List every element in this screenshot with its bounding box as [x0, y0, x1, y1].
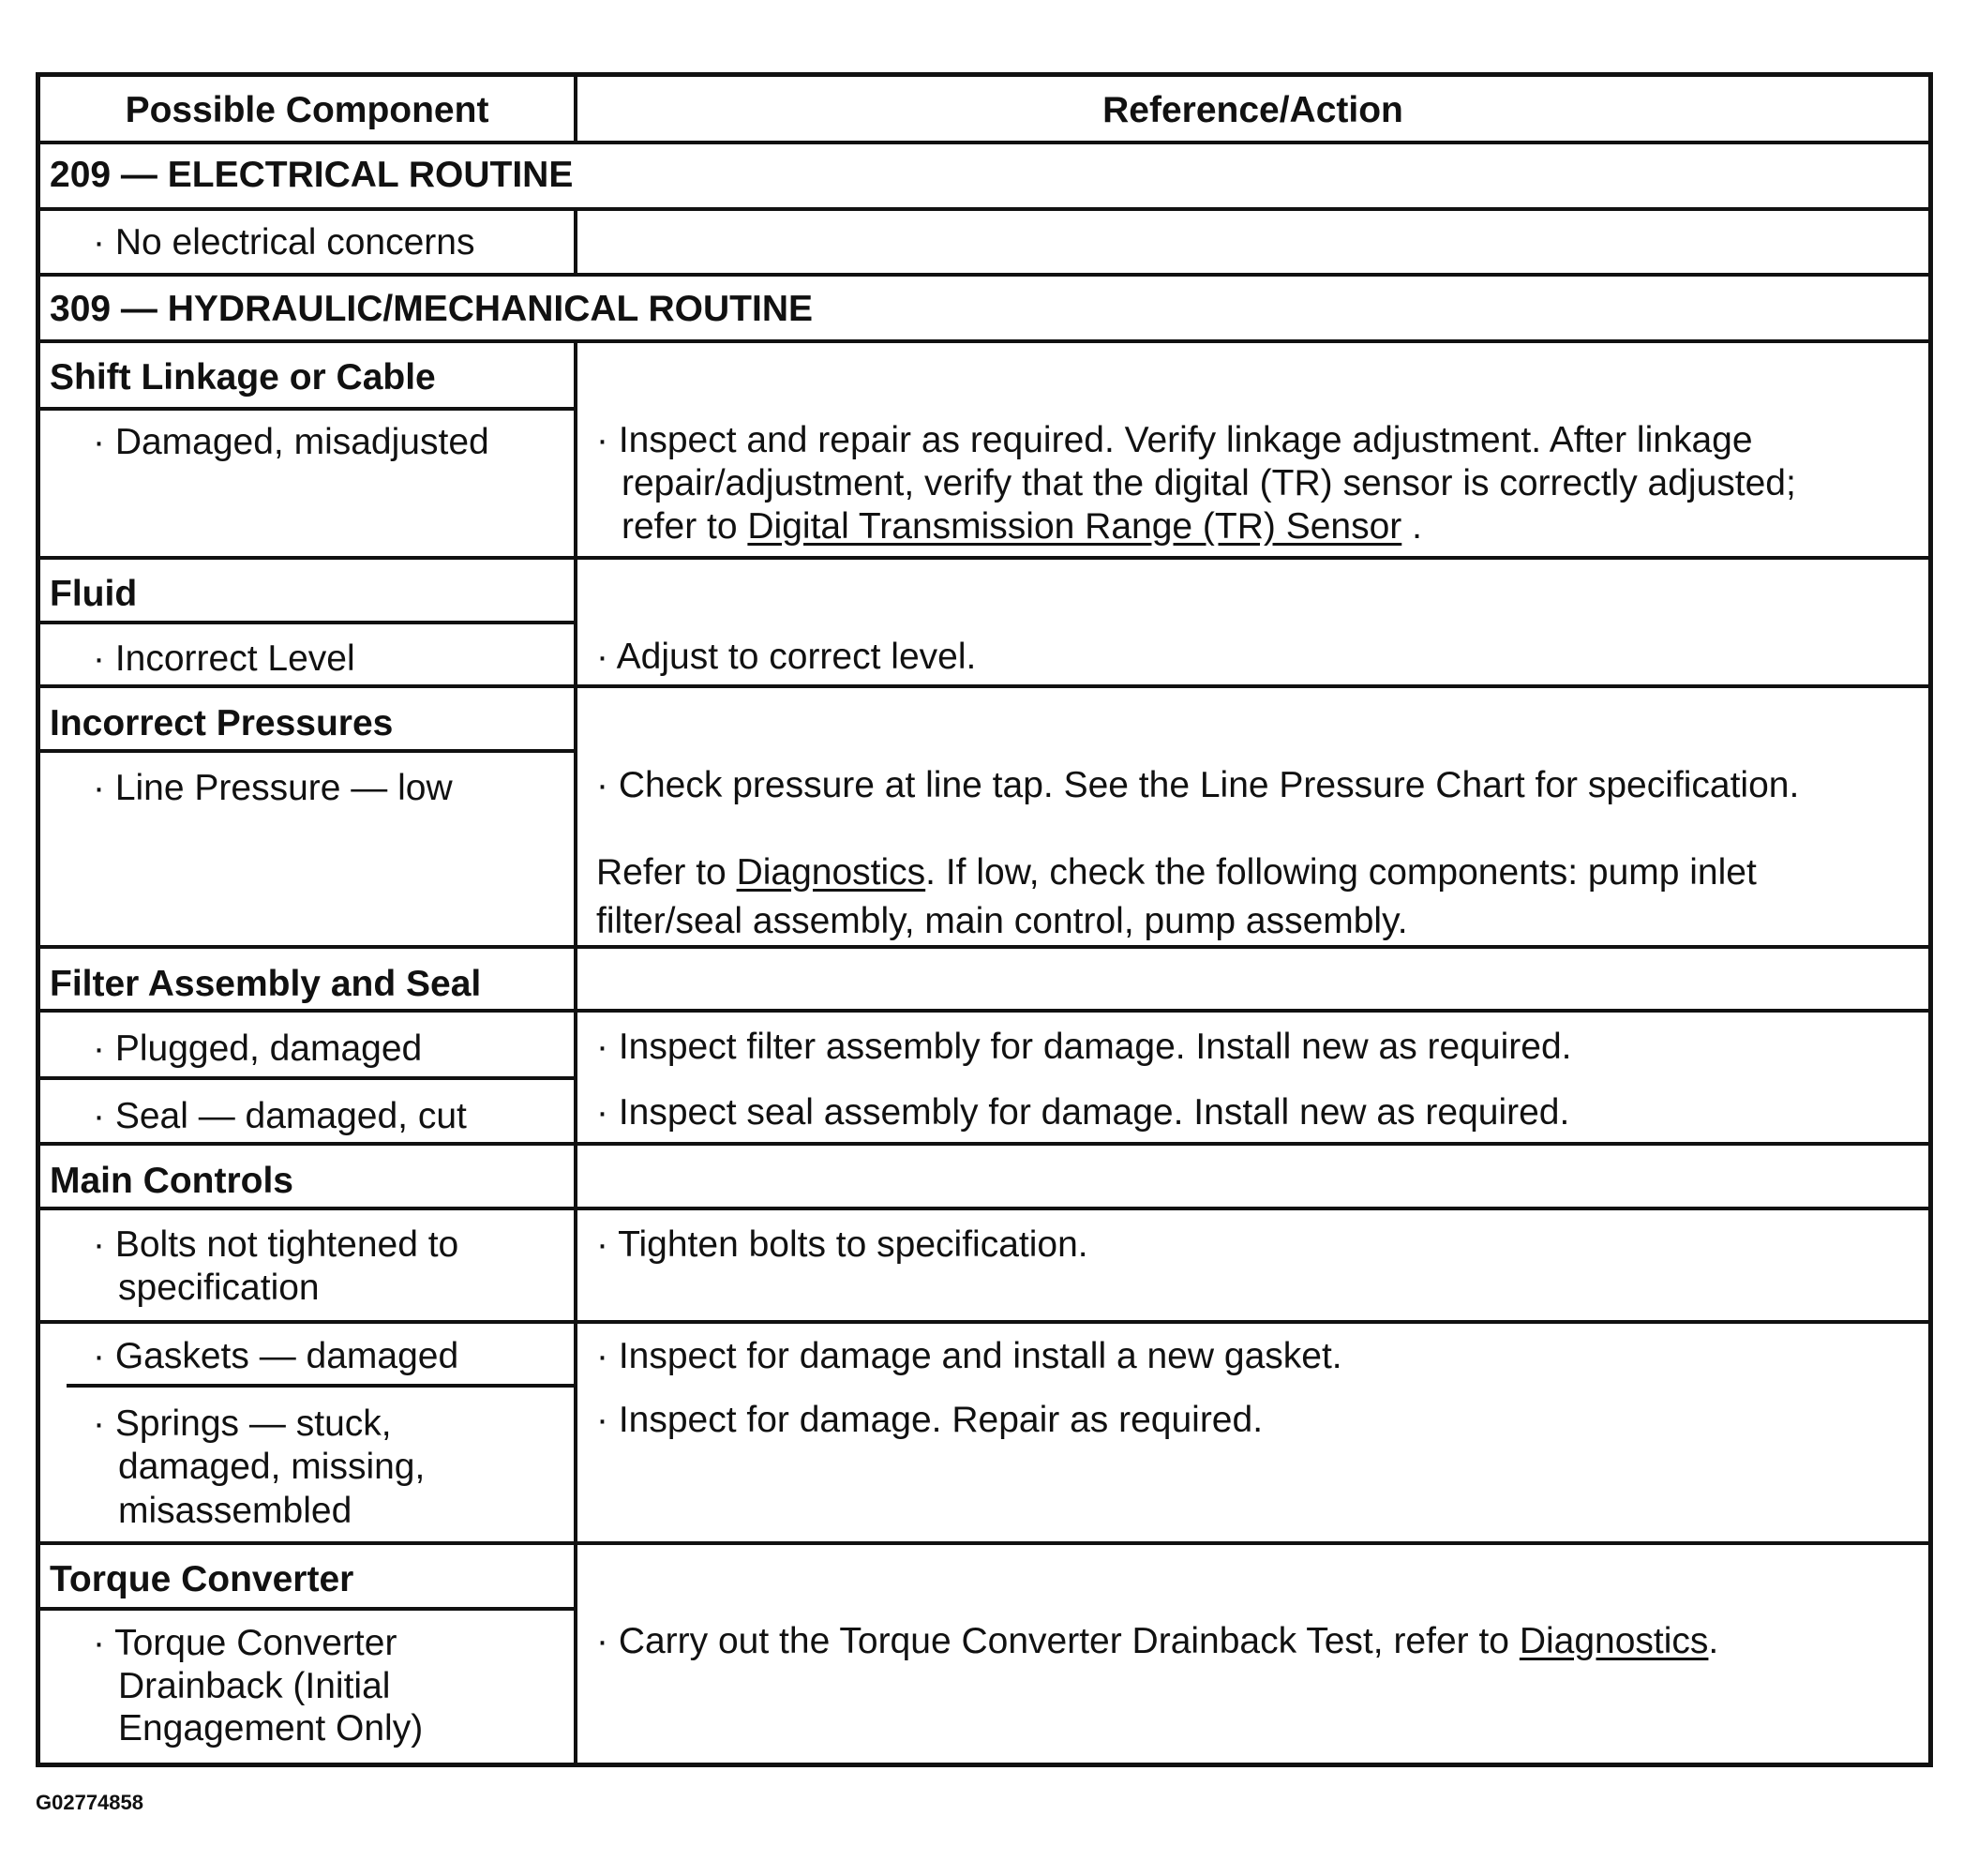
item-bolts-line2: specification: [118, 1268, 320, 1308]
action-shift-line1: · Inspect and repair as required. Verify linkage adjustment. After linkage: [596, 420, 1753, 460]
link-digital-tr-sensor[interactable]: Digital Transmission Range (TR) Sensor: [747, 506, 1402, 547]
row-divider: [40, 141, 1928, 144]
group-incorrect-pressures: Incorrect Pressures: [50, 703, 394, 743]
group-shift-linkage: Shift Linkage or Cable: [50, 357, 436, 398]
action-inspect-seal: · Inspect seal assembly for damage. Install new as required.: [596, 1092, 1570, 1133]
row-divider: [40, 621, 576, 624]
row-divider: [40, 1320, 1928, 1324]
action-adjust-level: · Adjust to correct level.: [596, 637, 977, 677]
row-divider: [67, 1384, 576, 1388]
action-shift-line2: repair/adjustment, verify that the digital (TR) sensor is correctly adjusted;: [622, 463, 1796, 503]
row-divider: [40, 339, 1928, 343]
figure-id: G02774858: [36, 1791, 143, 1814]
group-fluid: Fluid: [50, 574, 138, 614]
item-no-electrical: · No electrical concerns: [93, 222, 475, 263]
action-drainback-test: · Carry out the Torque Converter Drainback Test, refer to Diagnostics.: [596, 1621, 1719, 1661]
header-possible-component: Possible Component: [125, 90, 489, 130]
row-divider: [40, 556, 1928, 560]
section-309-hydraulic: 309 — HYDRAULIC/MECHANICAL ROUTINE: [50, 289, 814, 329]
action-tighten-bolts: · Tighten bolts to specification.: [596, 1224, 1088, 1265]
item-springs-line3: misassembled: [118, 1491, 352, 1531]
item-gaskets-damaged: · Gaskets — damaged: [93, 1336, 459, 1376]
row-divider: [40, 749, 576, 753]
action-shift-line3: refer to Digital Transmission Range (TR) Sensor .: [622, 506, 1422, 547]
link-diagnostics[interactable]: Diagnostics: [736, 852, 926, 893]
item-seal-damaged: · Seal — damaged, cut: [93, 1096, 467, 1136]
header-reference-action: Reference/Action: [1102, 90, 1403, 130]
action-inspect-springs: · Inspect for damage. Repair as required.: [596, 1400, 1264, 1440]
row-divider: [40, 1076, 576, 1080]
column-divider: [574, 210, 577, 276]
row-divider: [40, 684, 1928, 688]
item-springs-line2: damaged, missing,: [118, 1447, 426, 1487]
section-209-electrical: 209 — ELECTRICAL ROUTINE: [50, 155, 574, 195]
group-main-controls: Main Controls: [50, 1161, 293, 1201]
action-check-pressure: · Check pressure at line tap. See the Line Pressure Chart for specification.: [596, 765, 1800, 805]
diagnostic-table: [36, 72, 1933, 1767]
group-filter-assembly: Filter Assembly and Seal: [50, 964, 482, 1004]
item-bolts-line1: · Bolts not tightened to: [93, 1224, 459, 1265]
item-plugged-damaged: · Plugged, damaged: [93, 1028, 423, 1069]
item-torque-line3: Engagement Only): [118, 1708, 424, 1748]
row-divider: [40, 207, 1928, 211]
row-divider: [40, 1607, 576, 1611]
item-springs-line1: · Springs — stuck,: [93, 1403, 392, 1444]
item-line-pressure-low: · Line Pressure — low: [93, 768, 453, 808]
action-inspect-gasket: · Inspect for damage and install a new gasket.: [596, 1336, 1342, 1376]
link-diagnostics-torque[interactable]: Diagnostics: [1519, 1621, 1709, 1661]
action-refer-diagnostics: Refer to Diagnostics. If low, check the following components: pump inlet: [596, 852, 1757, 893]
group-torque-converter: Torque Converter: [50, 1559, 354, 1599]
row-divider: [40, 1207, 1928, 1210]
item-damaged-misadjusted: · Damaged, misadjusted: [93, 422, 489, 462]
action-inspect-filter: · Inspect filter assembly for damage. Install new as required.: [596, 1027, 1572, 1067]
item-torque-line1: · Torque Converter: [93, 1623, 397, 1663]
row-divider: [40, 407, 576, 411]
row-divider: [40, 273, 1928, 277]
row-divider: [40, 945, 1928, 949]
row-divider: [40, 1541, 1928, 1545]
action-components-list: filter/seal assembly, main control, pump assembly.: [596, 901, 1408, 941]
row-divider: [40, 1009, 1928, 1013]
item-torque-line2: Drainback (Initial: [118, 1666, 391, 1706]
row-divider: [40, 1142, 1928, 1146]
item-incorrect-level: · Incorrect Level: [93, 638, 355, 679]
